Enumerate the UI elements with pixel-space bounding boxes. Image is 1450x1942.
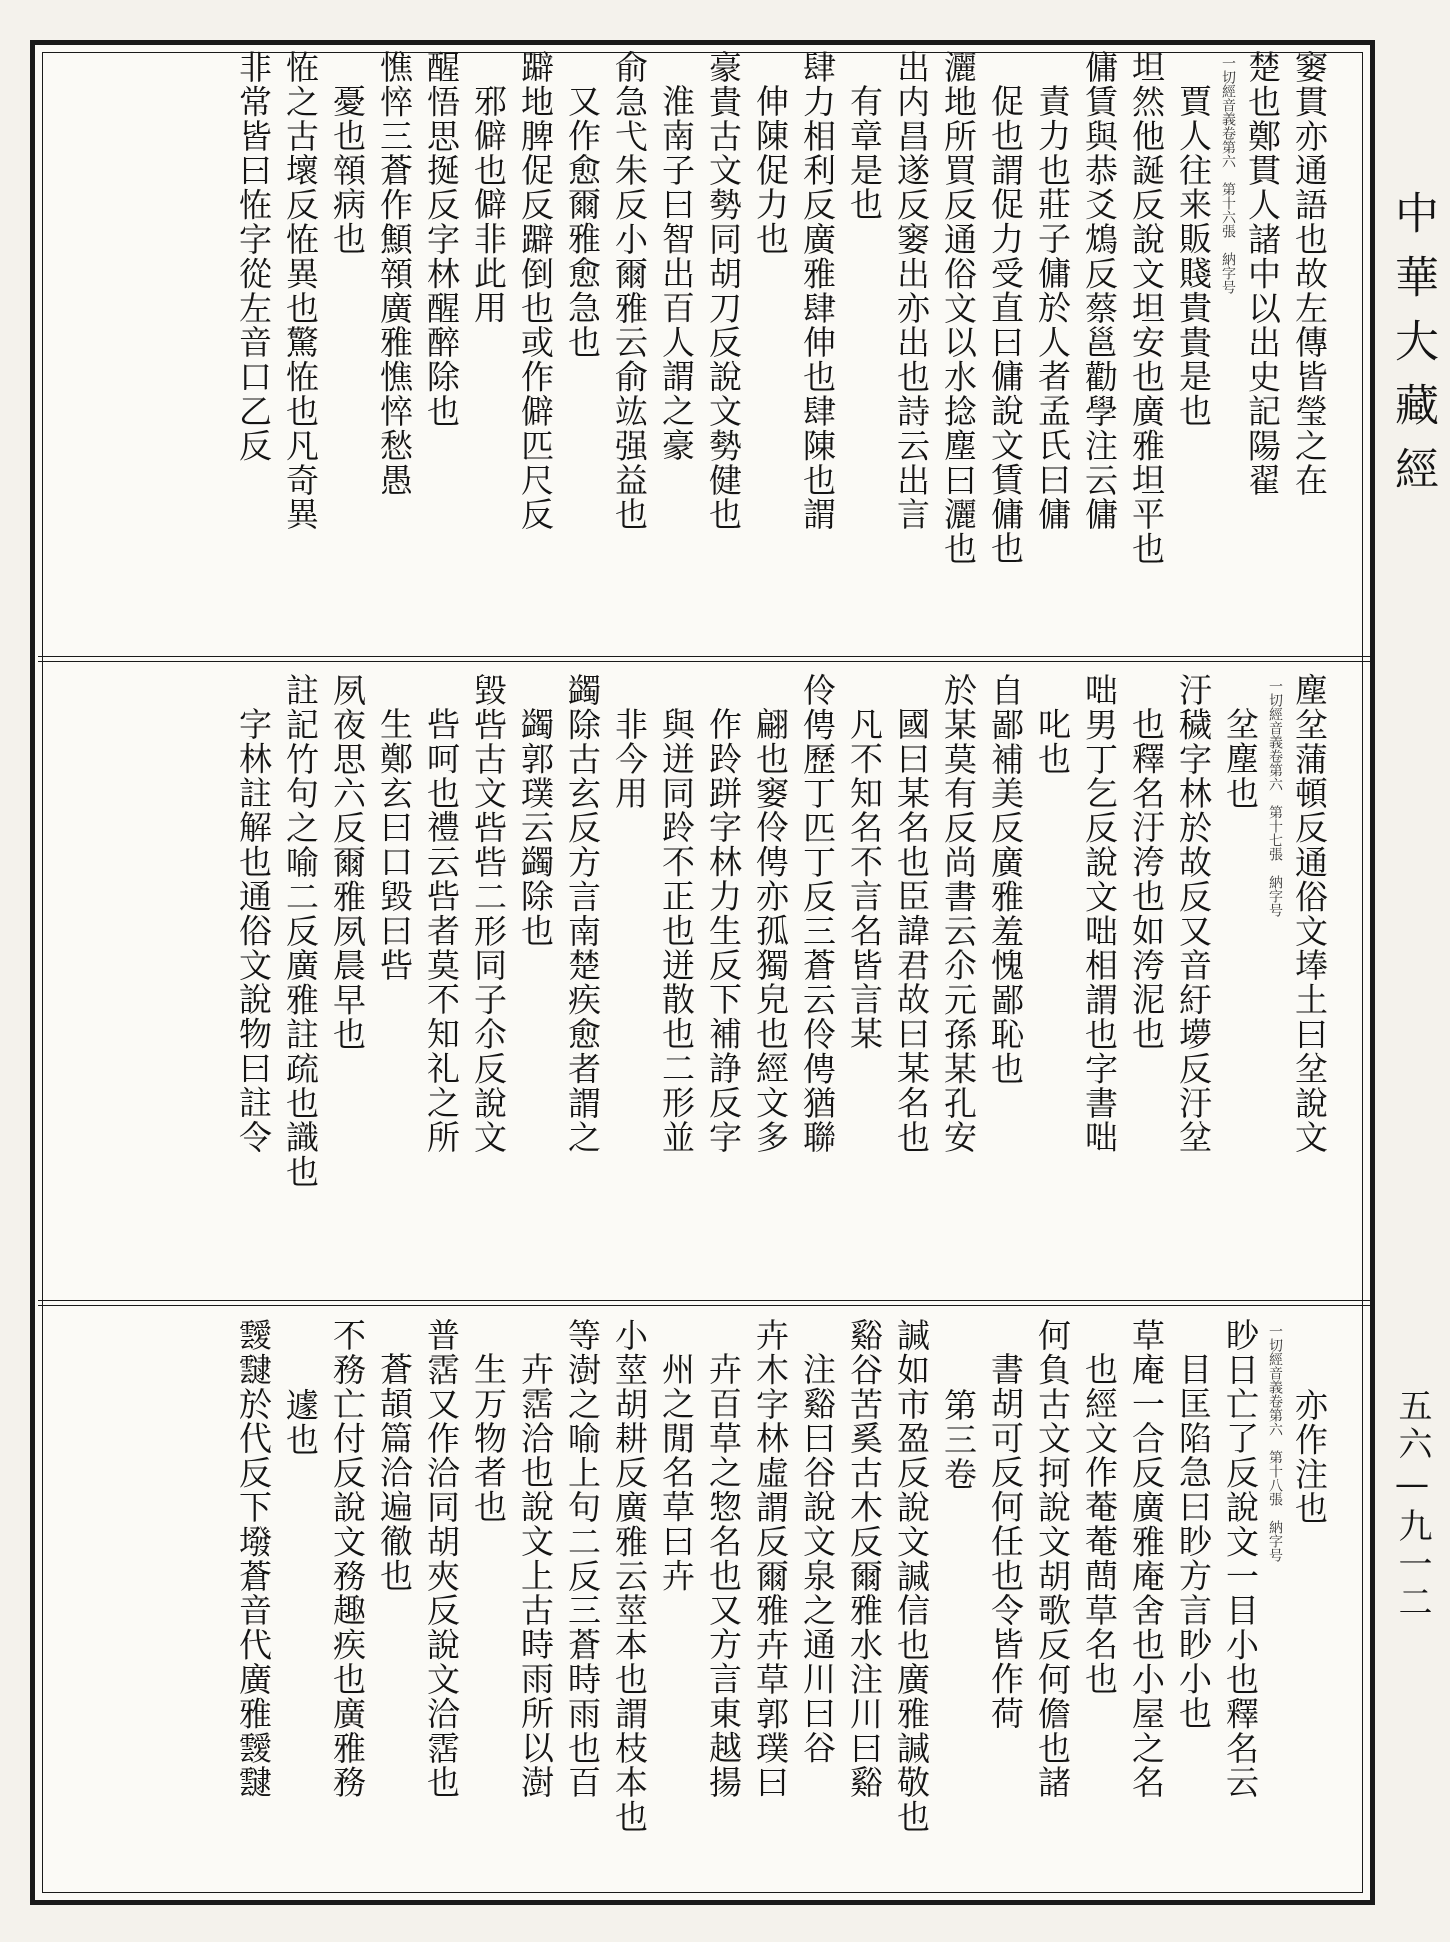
register-top — [48, 50, 1333, 650]
text-column: 毀呰古文呰呰二形同子尒反說文 — [469, 673, 508, 1155]
text-column: 傭賃與恭爻鴆反蔡邕勸學注云傭 — [1080, 50, 1119, 532]
text-column: 凡不知名不言名皆言某 — [845, 707, 884, 1051]
text-column: 出内昌遂反窭出亦出也詩云出言 — [892, 50, 931, 532]
text-column: 書胡可反何任也令皆作荷 — [986, 1352, 1025, 1731]
text-column: 邪僻也僻非此用 — [469, 84, 508, 325]
text-column: 淮南子曰智出百人謂之豪 — [657, 84, 696, 463]
text-column: 伶俜歷丁匹丁反三蒼云伶俜猶聯 — [798, 673, 837, 1155]
text-column: 不務亡付反說文務趣疾也廣雅務 — [328, 1318, 367, 1800]
text-column: 賈人往来販賤貴貴是也 — [1174, 84, 1213, 428]
text-column: 草庵一合反廣雅庵舍也小屋之名 — [1127, 1318, 1166, 1800]
text-column: 恠之古壞反恠異也驚恠也凡奇異 — [281, 50, 320, 532]
text-column: 何負古文抲說文胡歌反何儋也諸 — [1033, 1318, 1072, 1800]
register-header: 一切經音義卷第六 第十八張 納字号 — [1267, 1324, 1283, 1562]
text-column: 自鄙補美反廣雅羞愧鄙恥也 — [986, 673, 1025, 1086]
text-column: 肆力相利反廣雅肆伸也肆陳也謂 — [798, 50, 837, 532]
text-column: 又作愈爾雅愈急也 — [563, 84, 602, 360]
text-column: 翩也窭伶俜亦孤獨皃也經文多 — [751, 707, 790, 1155]
text-column: 塵坌蒲頓反通俗文埲土曰坌說文 — [1290, 673, 1329, 1155]
text-column: 蠲除古玄反方言南楚疾愈者謂之 — [563, 673, 602, 1155]
text-column: 蒼頡篇洽遍徹也 — [375, 1352, 414, 1593]
register-header: 一切經音義卷第六 第十六張 納字号 — [1220, 56, 1236, 294]
collection-title: 中華大藏經 — [1387, 190, 1438, 510]
text-column: 作跉跰字林力生反下補諍反字 — [704, 707, 743, 1155]
register-divider — [38, 1300, 1370, 1306]
text-column: 眇日亡了反說文一目小也釋名云 — [1221, 1318, 1260, 1800]
text-column: 也經文作菴菴蔄草名也 — [1080, 1352, 1119, 1696]
text-column: 夙夜思六反爾雅夙晨早也 — [328, 673, 367, 1052]
text-column: 與迸同跉不正也迸散也二形並 — [657, 707, 696, 1155]
text-column: 咄男丁乞反說文咄相謂也字書咄 — [1080, 673, 1119, 1155]
text-column: 目匡陷急曰眇方言眇小也 — [1174, 1352, 1213, 1731]
text-column: 國曰某名也臣諱君故曰某名也 — [892, 707, 931, 1155]
text-column: 靉靆於代反下墢蒼音代廣雅靉靆 — [234, 1318, 273, 1800]
text-column: 諴如市盈反說文諴信也廣雅諴敬也 — [892, 1318, 931, 1834]
text-column: 生万物者也 — [469, 1352, 508, 1524]
text-column: 坦然他誕反說文坦安也廣雅坦平也 — [1127, 50, 1166, 566]
register-divider — [38, 656, 1370, 662]
text-column: 非今用 — [610, 707, 649, 811]
text-column: 州之閒名草曰卉 — [657, 1352, 696, 1593]
text-columns — [48, 50, 1333, 650]
text-column: 谿谷苦奚古木反爾雅水注川曰谿 — [845, 1318, 884, 1800]
text-column: 也釋名汙洿也如洿泥也 — [1127, 707, 1166, 1051]
text-column: 楚也鄭貫人諸中以出史記陽翟 — [1243, 50, 1282, 498]
text-column: 生鄭玄曰口毀曰呰 — [375, 707, 414, 983]
text-column: 躃地脾促反躃倒也或作僻匹尺反 — [516, 50, 555, 532]
text-column: 亦作注也 — [1290, 1388, 1329, 1526]
text-column: 遽也 — [281, 1388, 320, 1457]
text-column: 卉木字林虛謂反爾雅卉草郭璞曰 — [751, 1318, 790, 1800]
text-column: 字林註解也通俗文說物曰註令 — [234, 707, 273, 1155]
text-column: 非常皆曰恠字從左音口乙反 — [234, 50, 273, 463]
text-column: 窭貫亦通語也故左傳皆瑩之在 — [1290, 50, 1329, 498]
page-number: 五六—九一二 — [1392, 1388, 1432, 1622]
text-column: 俞急弋朱反小爾雅云俞竑强益也 — [610, 50, 649, 532]
text-column: 第三卷 — [939, 1388, 978, 1492]
text-column: 於某莫有反尚書云尒元孫某孔安 — [939, 673, 978, 1155]
text-columns — [48, 1318, 1333, 1893]
text-column: 等澍之喻上句二反三蒼時雨也百 — [563, 1318, 602, 1800]
text-column: 促也謂促力受直曰傭說文賃傭也 — [986, 84, 1025, 566]
text-column: 坌塵也 — [1221, 707, 1260, 811]
register-header: 一切經音義卷第六 第十七張 納字号 — [1267, 679, 1283, 917]
text-column: 注谿曰谷說文泉之通川曰谷 — [798, 1352, 837, 1765]
text-column: 汙穢字林於故反又音紆㙹反汙坌 — [1174, 673, 1213, 1155]
text-column: 豪貴古文勢同胡刀反說文勢健也 — [704, 50, 743, 532]
text-column: 有章是也 — [845, 84, 884, 222]
text-column: 灑地所買反通俗文以水捻塵曰灑也 — [939, 50, 978, 566]
text-column: 普霑又作洽同胡夾反說文洽霑也 — [422, 1318, 461, 1800]
text-columns — [48, 673, 1333, 1295]
text-column: 憔悴三蒼作顦顇廣雅憔悴愁愚 — [375, 50, 414, 498]
text-column: 呰呵也禮云呰者莫不知礼之所 — [422, 707, 461, 1155]
text-column: 卉百草之惣名也又方言東越揚 — [704, 1352, 743, 1800]
text-column: 註記竹句之喻二反廣雅註疏也識也 — [281, 673, 320, 1189]
text-column: 蠲郭璞云蠲除也 — [516, 707, 555, 948]
text-column: 醒悟思挻反字林醒醉除也 — [422, 50, 461, 429]
text-column: 憂也顇病也 — [328, 84, 367, 256]
text-column: 伸陳促力也 — [751, 84, 790, 256]
text-column: 小莖胡耕反廣雅云莖本也謂枝本也 — [610, 1318, 649, 1834]
register-bottom — [48, 1318, 1333, 1893]
text-column: 責力也莊子傭於人者孟氏曰傭 — [1033, 84, 1072, 532]
register-middle — [48, 673, 1333, 1295]
text-column: 卉霑洽也說文上古時雨所以澍 — [516, 1352, 555, 1800]
text-column: 叱也 — [1033, 707, 1072, 776]
